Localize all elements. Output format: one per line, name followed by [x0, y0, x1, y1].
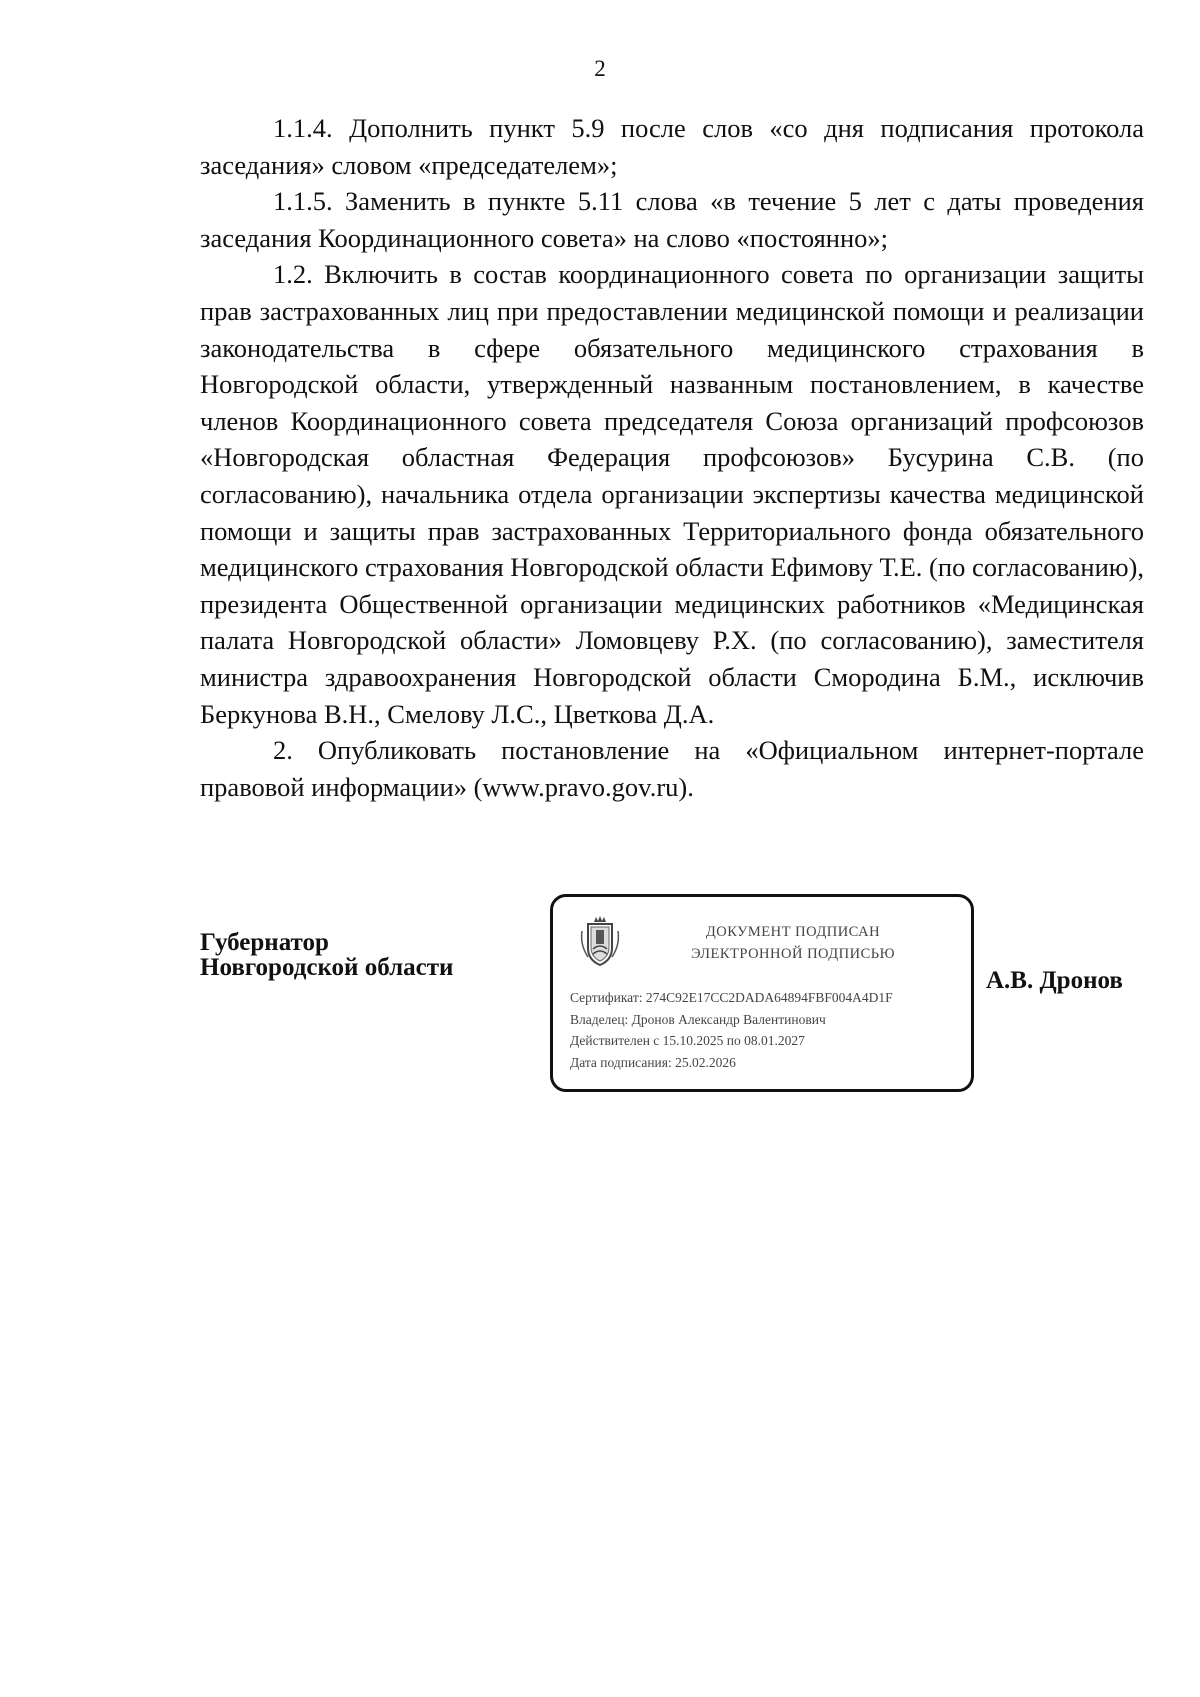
signatory-name: А.В. Дронов — [986, 967, 1123, 994]
stamp-validity: Действителен с 15.10.2025 по 08.01.2027 — [570, 1033, 805, 1048]
paragraph-2: 2. Опубликовать постановление на «Официальном интернет-портале правовой информации» (www.pravo.gov.ru). — [200, 735, 1144, 802]
signatory-position — [200, 930, 453, 980]
signatory-position-line-1: Губернатор — [200, 929, 329, 956]
page-number: 2 — [594, 56, 606, 81]
stamp-certificate: Сертификат: 274C92E17CC2DADA64894FBF004A4D1F — [570, 990, 893, 1005]
paragraph-1-1-5: 1.1.5. Заменить в пункте 5.11 слова «в течение 5 лет с даты проведения заседания Координационного совета» на слово «постоянно»; — [200, 186, 1144, 253]
paragraph-1-1-4: 1.1.4. Дополнить пункт 5.9 после слов «со дня подписания протокола заседания» словом «председателем»; — [200, 113, 1144, 180]
electronic-signature-stamp — [550, 894, 974, 1092]
stamp-header-line-2: ЭЛЕКТРОННОЙ ПОДПИСЬЮ — [690, 946, 896, 962]
document-body — [200, 110, 1144, 805]
paragraph-1-2: 1.2. Включить в состав координационного совета по организации защиты прав застрахованных лиц при предоставлении медицинской помощи и реализации законодательства в сфере обязательного медицинского страхования в Новгородской области, утвержденный названным постановлением, в качестве членов Координационного совета председателя Союза организаций профсоюзов «Новгородская областная Федерация профсоюзов» Бусурина С.В. (по согласованию), начальника отдела организации экспертизы качества медицинской помощи и защиты прав застрахованных Территориального фонда обязательного медицинского страхования Новгородской области Ефимову Т.Е. (по согласованию), президента Общественной организации медицинских работников «Медицинская палата Новгородской области» Ломовцеву Р.Х. (по согласованию), заместителя министра здравоохранения Новгородской области Смородина Б.М., исключив Беркунова В.Н., Смелову Л.С., Цветкова Д.А. — [200, 259, 1145, 729]
coat-of-arms-icon — [579, 915, 621, 967]
stamp-details — [570, 987, 893, 1073]
stamp-owner: Владелец: Дронов Александр Валентинович — [570, 1011, 826, 1027]
stamp-header-line-1: ДОКУМЕНТ ПОДПИСАН — [705, 924, 881, 940]
signatory-position-line-2: Новгородской области — [200, 954, 454, 981]
stamp-signed-date: Дата подписания: 25.02.2026 — [570, 1054, 736, 1070]
stamp-header — [673, 921, 913, 965]
